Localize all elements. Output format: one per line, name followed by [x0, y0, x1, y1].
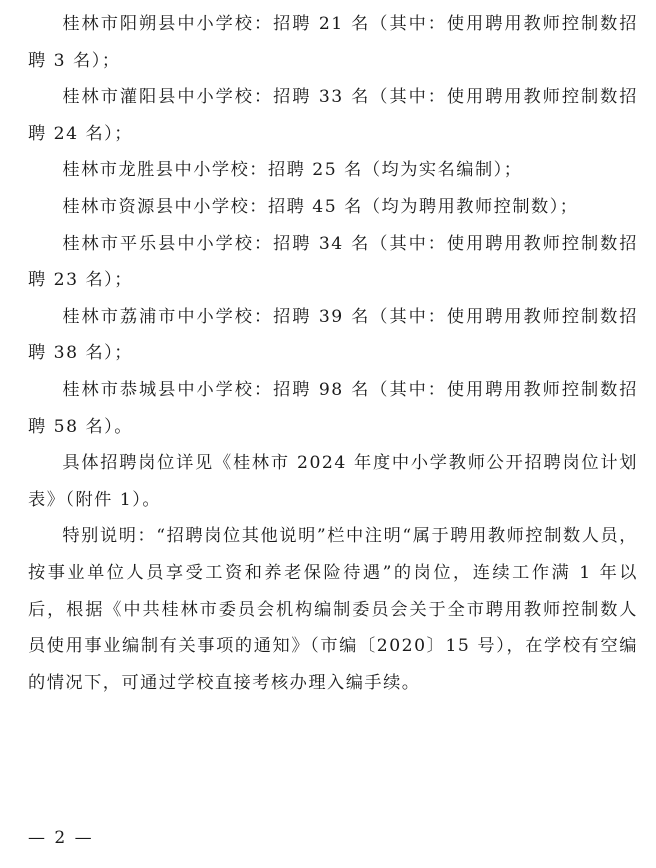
document-body [28, 6, 638, 701]
paragraph-pingle: 桂林市平乐县中小学校：招聘 34 名（其中：使用聘用教师控制数招聘 23 名）； [28, 233, 638, 291]
paragraph-position-details: 具体招聘岗位详见《桂林市 2024 年度中小学教师公开招聘岗位计划表》（附件 1）。 [28, 453, 638, 510]
paragraph-gongcheng: 桂林市恭城县中小学校：招聘 98 名（其中：使用聘用教师控制数招聘 58 名）。 [28, 379, 638, 437]
paragraph-longsheng: 桂林市龙胜县中小学校：招聘 25 名（均为实名编制）； [62, 160, 523, 181]
paragraph-guanyang: 桂林市灌阳县中小学校：招聘 33 名（其中：使用聘用教师控制数招聘 24 名）； [28, 87, 638, 144]
page-number: — 2 — [28, 828, 94, 848]
paragraph-lipu: 桂林市荔浦市中小学校：招聘 39 名（其中：使用聘用教师控制数招聘 38 名）； [28, 306, 638, 364]
paragraph-special-note: 特别说明：“招聘岗位其他说明”栏中注明“属于聘用教师控制数人员，按事业单位人员享受工资和养老保险待遇”的岗位，连续工作满 1 年以后，根据《中共桂林市委员会机构编制委员会关于全市聘用教师控制数人员使用事业编制有关事项的通知》（市编〔2020〕15 号），在学校有空编的情况下，可通过学校直接考核办理入编手续。 [28, 526, 638, 693]
paragraph-ziyuan: 桂林市资源县中小学校：招聘 45 名（均为聘用教师控制数）； [62, 196, 579, 217]
paragraph-yangshuo: 桂林市阳朔县中小学校：招聘 21 名（其中：使用聘用教师控制数招聘 3 名）； [28, 14, 638, 71]
